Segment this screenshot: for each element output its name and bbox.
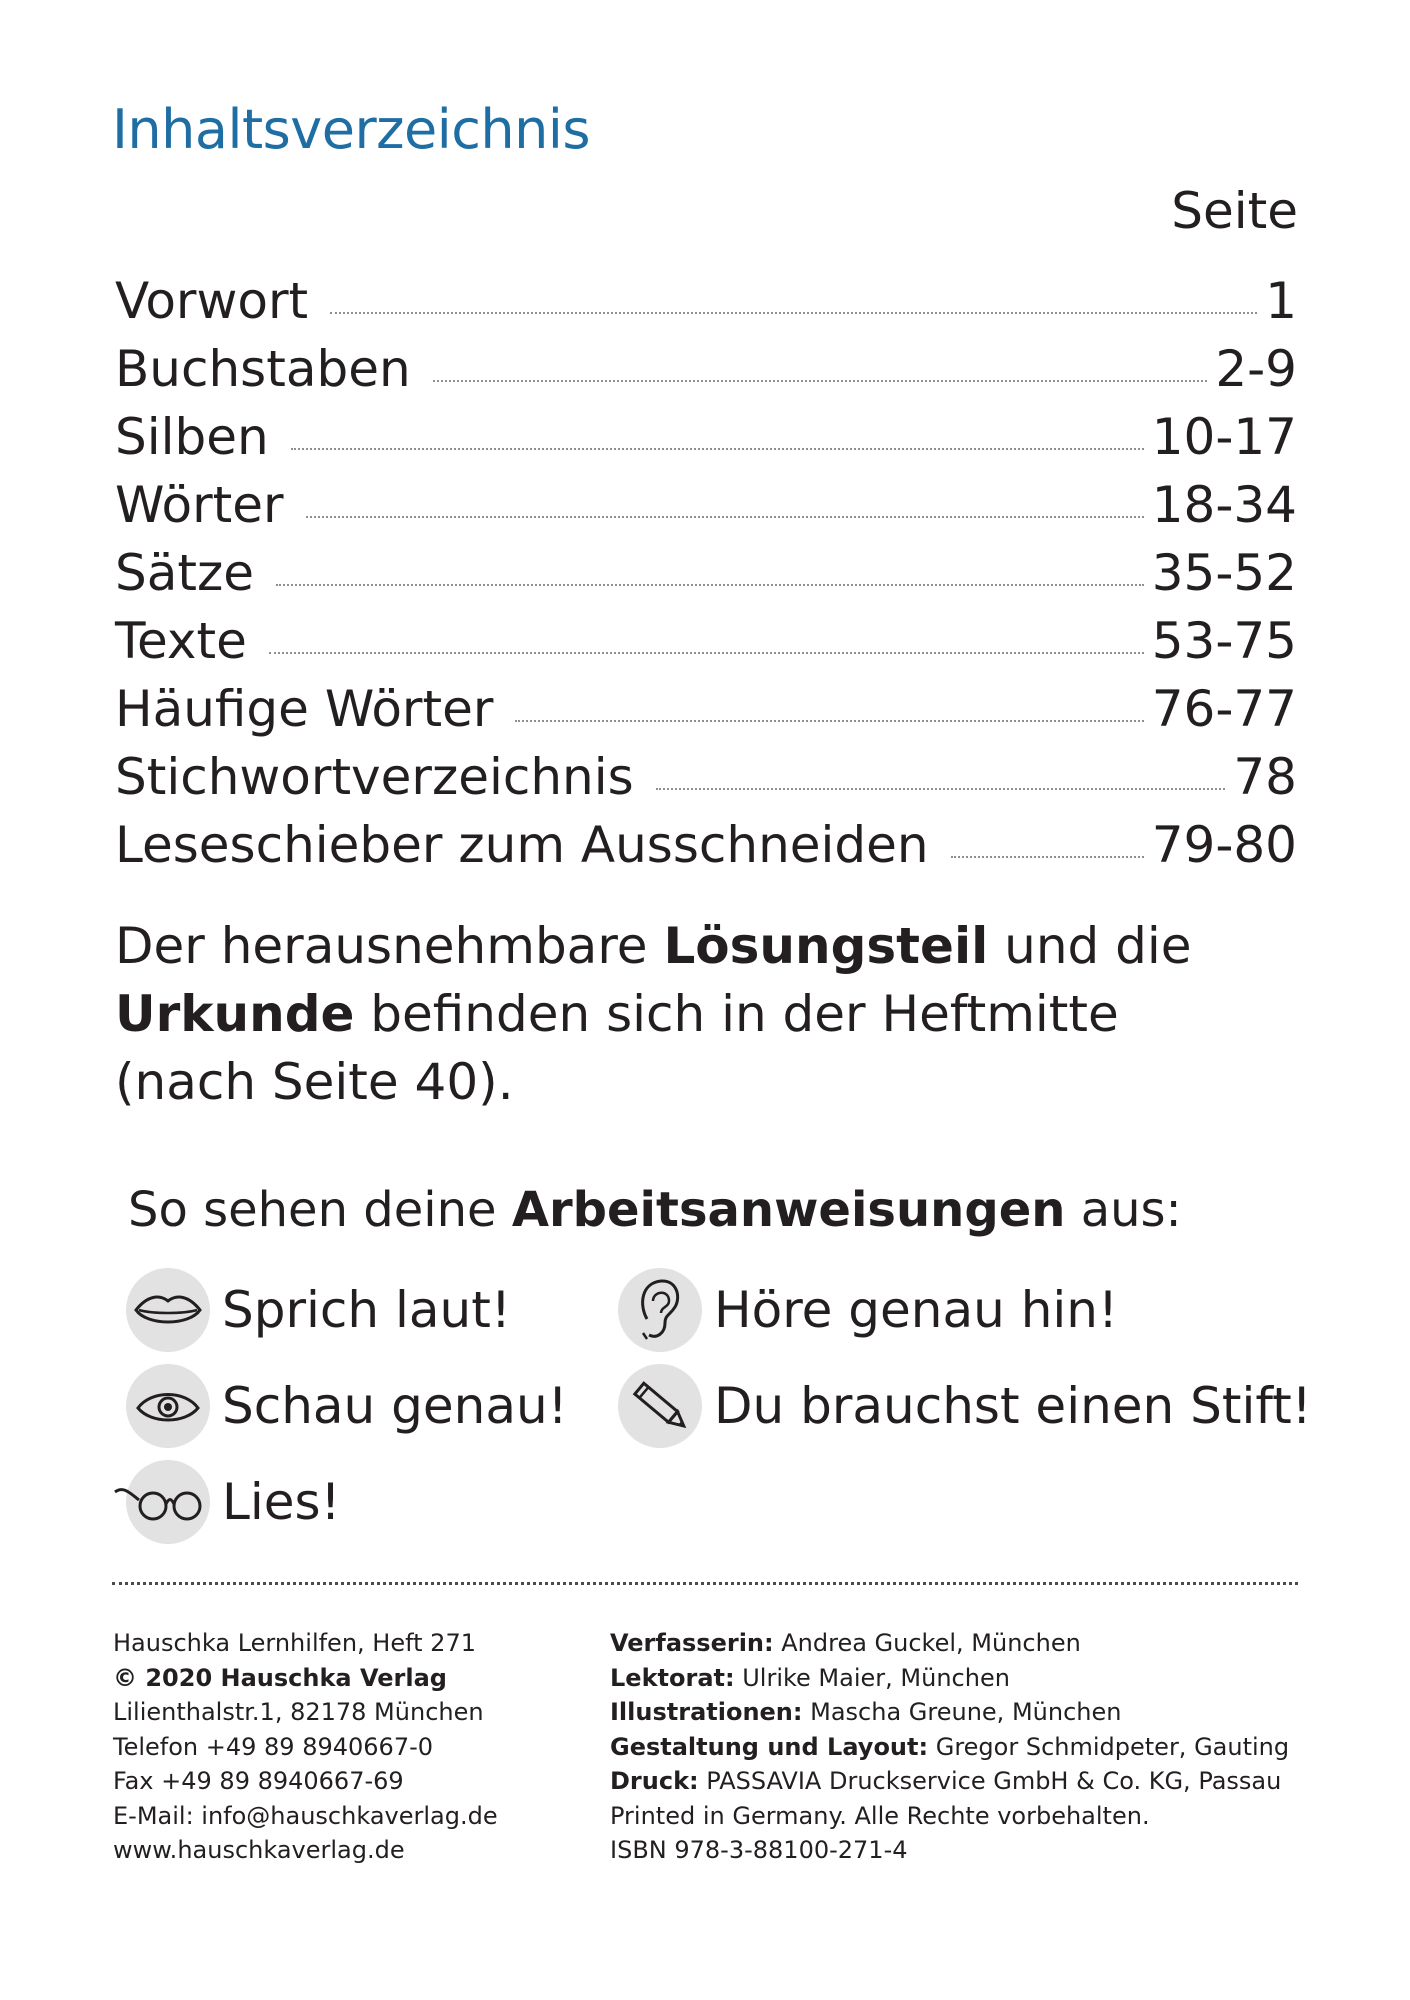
legend-item-listen: [618, 1268, 1118, 1352]
toc-entry[interactable]: [115, 544, 1297, 612]
legend-item-speak: [126, 1268, 511, 1352]
toc-page: 79-80: [1151, 816, 1297, 874]
imprint-value: Printed in Germany. Alle Rechte vorbehalten.: [610, 1801, 1150, 1830]
imprint-value: Andrea Guckel, München: [773, 1629, 1081, 1657]
legend-item-read: [126, 1460, 341, 1544]
toc-entry[interactable]: [115, 680, 1297, 748]
pencil-icon: [618, 1364, 702, 1448]
dot-leader: [276, 584, 1144, 586]
legend-item-look: [126, 1364, 568, 1448]
imprint-label: Illustrationen:: [610, 1698, 803, 1726]
toc-entry[interactable]: [115, 476, 1297, 544]
eye-icon: [126, 1364, 210, 1448]
solutions-note: [115, 912, 1215, 1116]
imprint-label: Verfasserin:: [610, 1629, 774, 1657]
legend-label: Sprich laut!: [222, 1281, 511, 1339]
imprint-line: [610, 1695, 1289, 1730]
toc-label: Sätze: [115, 544, 254, 602]
imprint-line: [610, 1764, 1289, 1799]
imprint-line: [610, 1799, 1289, 1834]
imprint-email[interactable]: E-Mail: info@hauschkaverlag.de: [113, 1801, 498, 1830]
legend-heading-text: aus:: [1065, 1182, 1182, 1238]
dot-leader: [515, 720, 1143, 722]
legend-heading-bold: Arbeitsanweisungen: [511, 1182, 1066, 1238]
toc-label: Silben: [115, 408, 269, 466]
dot-leader: [951, 856, 1144, 858]
page-column-header: Seite: [1171, 182, 1298, 240]
imprint-value: Ulrike Maier, München: [734, 1663, 1010, 1692]
imprint-line: [610, 1626, 1289, 1661]
toc-entry[interactable]: [115, 272, 1297, 340]
toc-entry[interactable]: [115, 340, 1297, 408]
imprint-label: Druck:: [610, 1767, 699, 1795]
toc-page: 1: [1265, 272, 1297, 330]
table-of-contents: [115, 272, 1297, 884]
imprint-value: Gregor Schmidpeter, Gauting: [928, 1732, 1290, 1761]
toc-label: Häufige Wörter: [115, 680, 494, 738]
dot-leader: [269, 652, 1144, 654]
legend-label: Schau genau!: [222, 1377, 568, 1435]
imprint-line: [610, 1661, 1289, 1696]
toc-label: Wörter: [115, 476, 284, 534]
imprint-line: [610, 1730, 1289, 1765]
imprint-line: Hauschka Lernhilfen, Heft 271: [113, 1629, 476, 1657]
toc-label: Vorwort: [115, 272, 309, 330]
toc-page: 76-77: [1151, 680, 1297, 738]
toc-entry[interactable]: [115, 816, 1297, 884]
toc-page: 78: [1233, 748, 1297, 806]
toc-label: Texte: [115, 612, 247, 670]
imprint-publisher: [113, 1626, 498, 1868]
page-title: Inhaltsverzeichnis: [112, 98, 591, 161]
dot-leader: [291, 448, 1144, 450]
mouth-icon: [126, 1268, 210, 1352]
note-text: Der herausnehmbare: [115, 917, 664, 975]
toc-label: Stichwortverzeichnis: [115, 748, 634, 806]
imprint-label: Lektorat:: [610, 1663, 735, 1692]
imprint-line: [610, 1833, 1289, 1868]
dot-leader: [656, 788, 1226, 790]
dot-leader: [433, 380, 1208, 382]
toc-entry[interactable]: [115, 408, 1297, 476]
imprint-website-link[interactable]: www.hauschkaverlag.de: [113, 1836, 405, 1864]
glasses-icon: [126, 1460, 210, 1544]
dot-leader: [306, 516, 1144, 518]
imprint-isbn: ISBN 978-3-88100-271-4: [610, 1836, 908, 1864]
note-bold-certificate: Urkunde: [115, 985, 355, 1043]
imprint-value: Mascha Greune, München: [802, 1698, 1122, 1726]
note-text: befinden sich in der Heftmitte (nach Seite 40).: [115, 985, 1119, 1111]
legend-label: Höre genau hin!: [714, 1281, 1119, 1339]
imprint-label: Gestaltung und Layout:: [610, 1732, 929, 1761]
legend-heading-text: So sehen deine: [128, 1182, 512, 1238]
imprint-line: Fax +49 89 8940667-69: [113, 1767, 404, 1795]
dotted-divider: [112, 1582, 1298, 1585]
toc-page: 2-9: [1215, 340, 1297, 398]
dot-leader: [330, 312, 1257, 314]
legend-label: Du brauchst einen Stift!: [714, 1377, 1312, 1435]
imprint-credits: [610, 1626, 1289, 1868]
toc-page: 35-52: [1151, 544, 1297, 602]
imprint-line: [113, 1661, 498, 1696]
toc-page: 18-34: [1151, 476, 1297, 534]
legend-heading: [128, 1182, 1182, 1238]
imprint-line: Lilienthalstr.1, 82178 München: [113, 1698, 484, 1726]
ear-icon: [618, 1268, 702, 1352]
imprint-line: Telefon +49 89 8940667-0: [113, 1732, 434, 1761]
toc-page: 53-75: [1151, 612, 1297, 670]
toc-page: 10-17: [1151, 408, 1297, 466]
toc-entry[interactable]: [115, 748, 1297, 816]
imprint-copyright: © 2020 Hauschka Verlag: [113, 1663, 447, 1692]
imprint-value: PASSAVIA Druckservice GmbH & Co. KG, Passau: [698, 1767, 1282, 1795]
legend-label: Lies!: [222, 1473, 341, 1531]
toc-label: Leseschieber zum Ausschneiden: [115, 816, 929, 874]
legend-item-pencil: [618, 1364, 1312, 1448]
toc-label: Buchstaben: [115, 340, 411, 398]
toc-entry[interactable]: [115, 612, 1297, 680]
note-bold-solutions: Lösungsteil: [663, 917, 989, 975]
note-text: und die: [988, 917, 1192, 975]
